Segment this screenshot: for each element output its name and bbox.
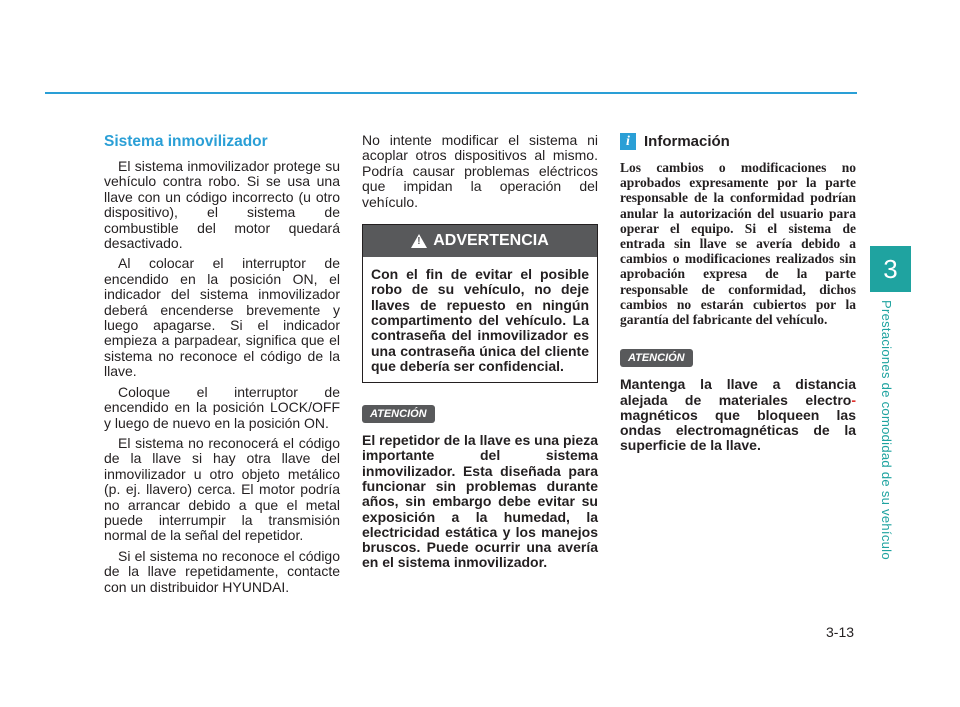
chapter-title: Prestaciones de comodidad de su vehículo (879, 300, 894, 560)
caution-label: ATENCIÓN (362, 405, 435, 423)
column-information (620, 133, 856, 454)
header-rule (45, 92, 857, 94)
page-number: 3-13 (826, 624, 855, 640)
warning-text: Con el fin de evitar el posible robo de su vehículo, no deje llaves de repuesto en ningún compartimento del vehículo. La contraseña del inmovilizador es una contraseña única del cliente que debería ser confidencial. (371, 266, 589, 374)
intro-paragraph: No intente modificar el sistema ni acoplar otros dispositivos al mismo. Podría causar problemas eléctricos que impidan la operación del vehículo. (362, 132, 598, 210)
info-icon: i (620, 133, 636, 150)
caution-text-part: Mantenga la llave a distancia alejada de materiales electro (620, 376, 856, 408)
info-text: Los cambios o modificaciones no aprobados expresamente por la parte responsable de la conformidad podrían anular la autorización del usuario para operar el equipo. Si el sistema de entrada sin llave se avería debido a cambios o modificaciones realizados sin aprobación expresa de la parte responsable de conformidad, dichos cambios no estarán cubiertos por la garantía del fabricante del vehículo. (620, 160, 856, 328)
caution-text-part: magnéticos que bloqueen las ondas electromagnéticas de la superficie de la llave. (620, 406, 856, 454)
column-immobilizer (104, 133, 340, 600)
column-warning (362, 133, 598, 571)
chapter-number: 3 (883, 253, 898, 284)
paragraph: Coloque el interruptor de encendido en la posición LOCK/OFF y luego de nuevo en la posición ON. (104, 383, 340, 431)
paragraph: El sistema inmovilizador protege su vehículo contra robo. Si se usa una llave con un código incorrecto (u otro dispositivo), el sistema de combustible del motor quedará desactivado. (104, 158, 340, 252)
info-header (620, 133, 856, 150)
warning-header (363, 225, 597, 257)
warning-box (362, 224, 598, 383)
paragraph: El sistema no reconocerá el código de la llave si hay otra llave del inmovilizador u otro objeto metálico (p. ej. llavero) cerca. El motor podría no arrancar debido a que el metal puede interrumpir la transmisión normal de la señal del repetidor. (104, 434, 340, 544)
info-title: Información (644, 133, 730, 150)
warning-title: ADVERTENCIA (433, 232, 549, 250)
caution-label: ATENCIÓN (620, 349, 693, 367)
paragraph: Al colocar el interruptor de encendido en la posición ON, el indicador del sistema inmovilizador deberá encenderse brevemente y luego apagarse. Si el indicador empieza a parpadear, significa que el sistema no reconoce el código de la llave. (104, 255, 340, 380)
caution-text: El repetidor de la llave es una pieza importante del sistema inmovilizador. Esta diseñada para funcionar sin problemas durante años, sin embargo debe evitar su exposición a la humedad, la electricidad estática y los manejos bruscos. Puede ocurrir una avería en el sistema inmovilizador. (362, 432, 598, 571)
chapter-tab (870, 246, 911, 292)
caution-text (620, 377, 856, 453)
caution-hyphen: - (851, 391, 856, 408)
warning-triangle-icon (411, 234, 427, 248)
chapter-side-label (879, 300, 901, 560)
paragraph: Si el sistema no reconoce el código de la llave repetidamente, contacte con un distribuidor HYUNDAI. (104, 547, 340, 595)
section-heading: Sistema inmovilizador (104, 133, 268, 150)
